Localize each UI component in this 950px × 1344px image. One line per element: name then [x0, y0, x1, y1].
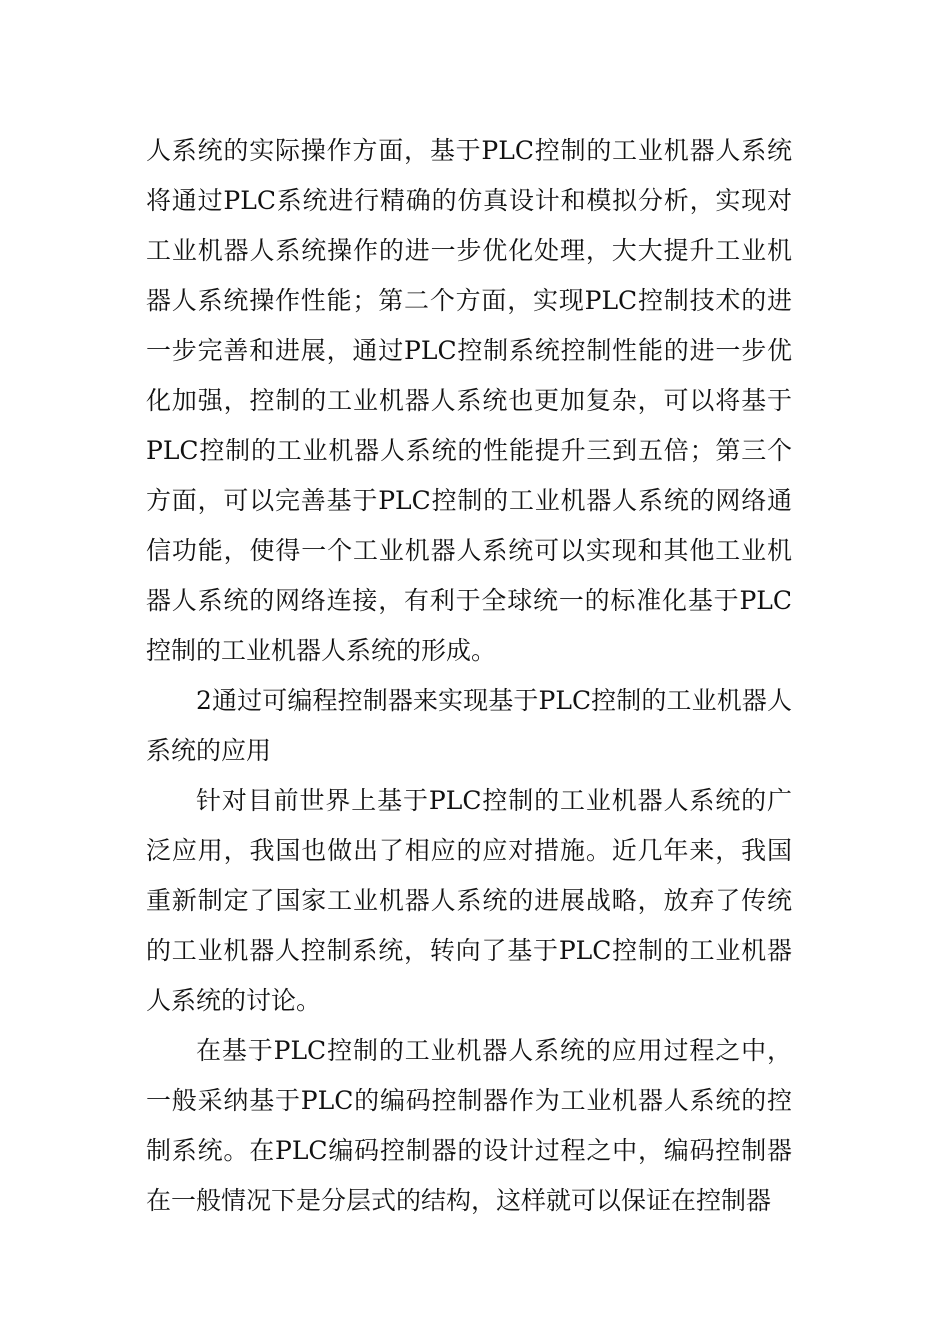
paragraph-continuation: 人系统的实际操作方面，基于PLC控制的工业机器人系统将通过PLC系统进行精确的仿真设计和模拟分析，实现对工业机器人系统操作的进一步优化处理，大大提升工业机器人系统操作性能；第二个方面，实现PLC控制技术的进一步完善和进展，通过PLC控制系统控制性能的进一步优化加强，控制的工业机器人系统也更加复杂，可以将基于PLC控制的工业机器人系统的性能提升三到五倍；第三个方面，可以完善基于PLC控制的工业机器人系统的网络通信功能，使得一个工业机器人系统可以实现和其他工业机器人系统的网络连接，有利于全球统一的标准化基于PLC控制的工业机器人系统的形成。: [146, 136, 792, 665]
paragraph: 在基于PLC控制的工业机器人系统的应用过程之中，一般采纳基于PLC的编码控制器作为工业机器人系统的控制系统。在PLC编码控制器的设计过程之中，编码控制器在一般情况下是分层式的结构，这样就可以保证在控制器: [146, 1036, 792, 1215]
section-heading: 2通过可编程控制器来实现基于PLC控制的工业机器人系统的应用: [146, 686, 792, 765]
paragraph: 针对目前世界上基于PLC控制的工业机器人系统的广泛应用，我国也做出了相应的应对措施。近几年来，我国重新制定了国家工业机器人系统的进展战略，放弃了传统的工业机器人控制系统，转向了基于PLC控制的工业机器人系统的讨论。: [146, 786, 792, 1015]
body-text: [146, 126, 792, 1226]
